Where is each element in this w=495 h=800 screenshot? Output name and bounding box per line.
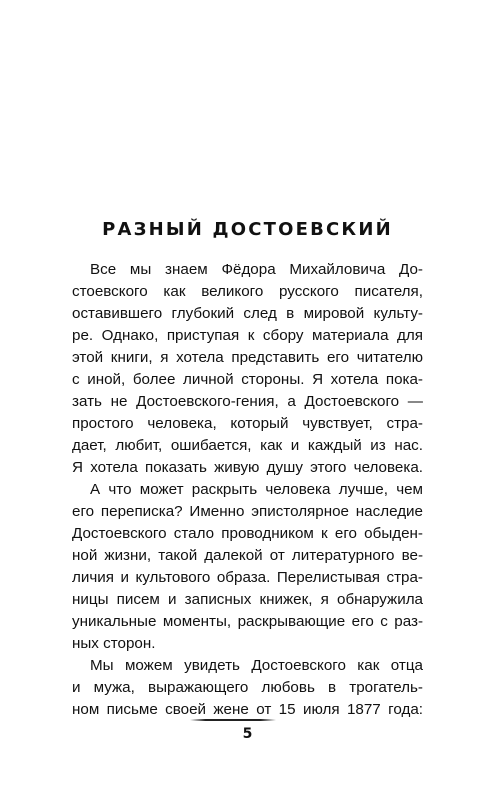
text-line: уникальные моменты, раскрывающие его с раз- bbox=[72, 613, 423, 630]
paragraph-3 bbox=[72, 655, 423, 721]
text-line: с иной, более личной стороны. Я хотела пока- bbox=[72, 371, 423, 388]
text-line: этой книги, я хотела представить его читателю bbox=[72, 349, 423, 366]
text-line: личия и культового образа. Перелистывая стра- bbox=[72, 569, 423, 586]
text-line: простого человека, который чувствует, стра- bbox=[72, 415, 423, 432]
text-line: стоевского как великого русского писателя, bbox=[72, 283, 423, 300]
text-line: дает, любит, ошибается, как и каждый из нас. bbox=[72, 437, 423, 454]
text-line: ных сторон. bbox=[72, 635, 156, 652]
text-line: зать не Достоевского-гения, а Достоевского — bbox=[72, 393, 423, 410]
text-line: Я хотела показать живую душу этого человека. bbox=[72, 459, 423, 476]
folio-divider bbox=[190, 719, 276, 721]
text-line: его переписка? Именно эпистолярное наследие bbox=[72, 503, 423, 520]
text-line: ре. Однако, приступая к сбору материала для bbox=[72, 327, 423, 344]
paragraph-1 bbox=[72, 259, 423, 479]
text-line: Мы можем увидеть Достоевского как отца bbox=[90, 657, 423, 674]
paragraph-2 bbox=[72, 479, 423, 655]
text-line: Все мы знаем Фёдора Михайловича До- bbox=[90, 261, 423, 278]
text-line: ницы писем и записных книжек, я обнаружила bbox=[72, 591, 423, 608]
page-number: 5 bbox=[242, 726, 253, 742]
chapter-title: РАЗНЫЙ ДОСТОЕВСКИЙ bbox=[102, 219, 393, 240]
text-line: ной жизни, такой далекой от литературного ве- bbox=[72, 547, 423, 564]
text-line: А что может раскрыть человека лучше, чем bbox=[90, 481, 423, 498]
text-line: оставившего глубокий след в мировой культу- bbox=[72, 305, 423, 322]
text-line: и мужа, выражающего любовь в трогатель- bbox=[72, 679, 423, 696]
text-line: ном письме своей жене от 15 июля 1877 года: bbox=[72, 701, 423, 718]
text-line: Достоевского стало проводником к его обыден- bbox=[72, 525, 423, 542]
body-text bbox=[72, 259, 423, 721]
